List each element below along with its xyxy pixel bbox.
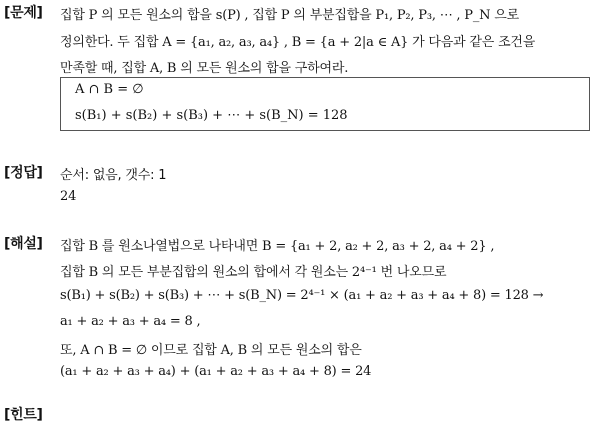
condition-1: A ∩ B = ∅ bbox=[75, 82, 144, 97]
solution-line-6: (a₁ + a₂ + a₃ + a₄) + (a₁ + a₂ + a₃ + a₄ + 8) = 24 bbox=[60, 364, 372, 379]
solution-line-1: 집합 B 를 원소나열법으로 나타내면 B = {a₁ + 2, a₂ + 2, a₃ + 2, a₄ + 2} , bbox=[60, 239, 495, 254]
solution-line-5: 또, A ∩ B = ∅ 이므로 집합 A, B 의 모든 원소의 합은 bbox=[60, 343, 362, 358]
problem-line-2: 정의한다. 두 집합 A = {a₁, a₂, a₃, a₄} , B = {a + 2|a ∈ A} 가 다음과 같은 조건을 bbox=[60, 35, 536, 50]
problem-line-1: 집합 P 의 모든 원소의 합을 s(P) , 집합 P 의 부분집합을 P₁, P₂, P₃, ⋯ , P_N 으로 bbox=[60, 8, 519, 23]
solution-line-2: 집합 B 의 모든 부분집합의 원소의 합에서 각 원소는 2⁴⁻¹ 번 나오므로 bbox=[60, 265, 447, 280]
solution-line-4: a₁ + a₂ + a₃ + a₄ = 8 , bbox=[60, 314, 201, 329]
answer-value: 24 bbox=[60, 189, 77, 204]
solution-line-3: s(B₁) + s(B₂) + s(B₃) + ⋯ + s(B_N) = 2⁴⁻¹ × (a₁ + a₂ + a₃ + a₄ + 8) = 128 → bbox=[60, 288, 544, 303]
answer-label: [정답] bbox=[4, 165, 43, 181]
hint-label: [힌트] bbox=[4, 407, 43, 423]
condition-box bbox=[60, 77, 590, 131]
solution-label: [해설] bbox=[4, 236, 43, 252]
problem-label: [문제] bbox=[4, 5, 43, 21]
answer-meta: 순서: 없음, 갯수: 1 bbox=[60, 168, 167, 183]
condition-2: s(B₁) + s(B₂) + s(B₃) + ⋯ + s(B_N) = 128 bbox=[75, 108, 348, 123]
problem-line-3: 만족할 때, 집합 A, B 의 모든 원소의 합을 구하여라. bbox=[60, 61, 349, 76]
